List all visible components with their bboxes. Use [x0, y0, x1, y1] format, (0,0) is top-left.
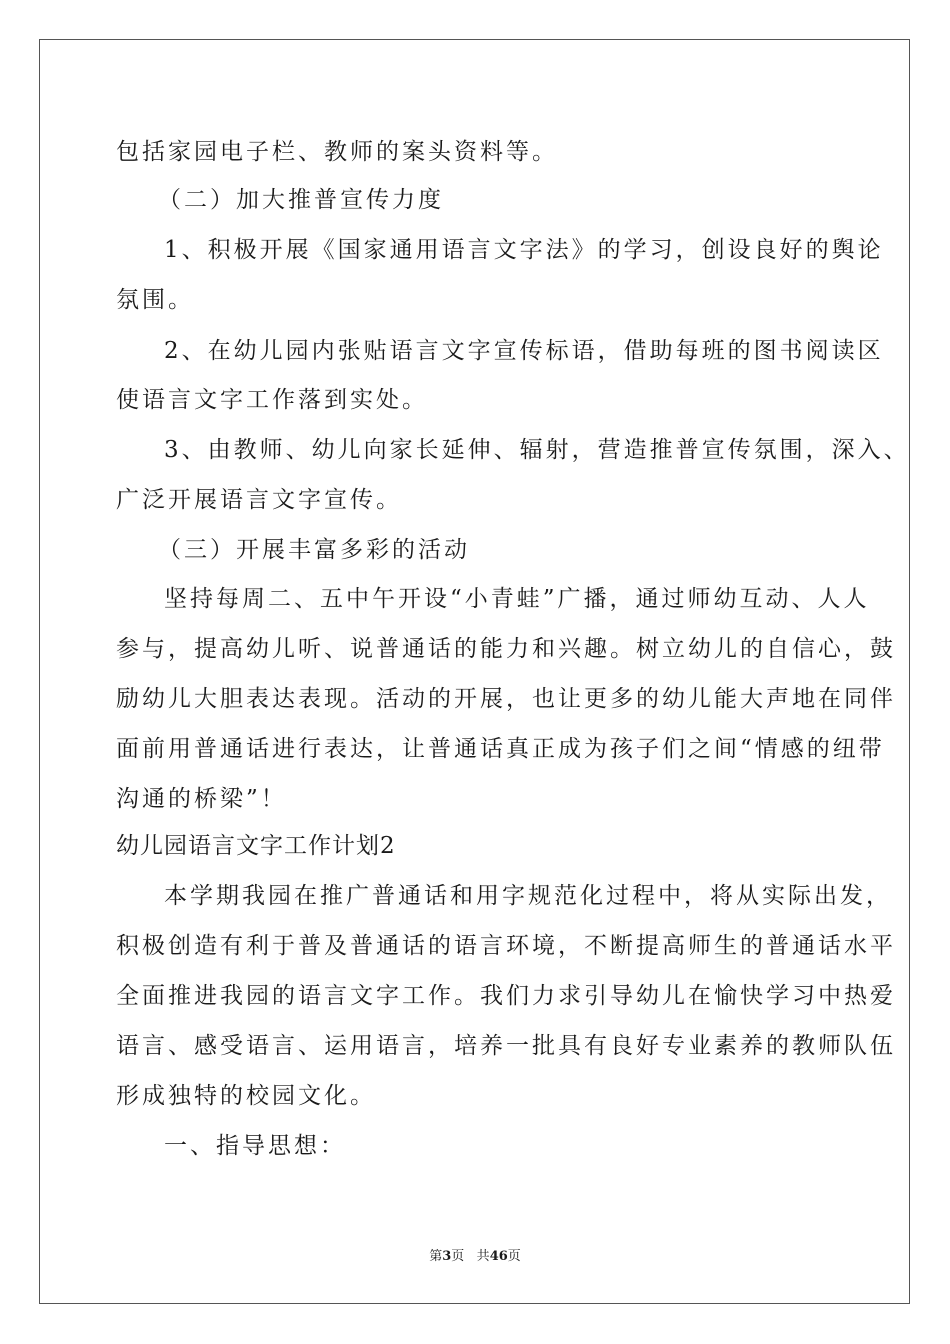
page-border	[39, 39, 910, 1304]
text-line: 语言、感受语言、运用语言，培养一批具有良好专业素养的教师队伍	[116, 1033, 896, 1059]
page-number: 3	[442, 1249, 452, 1264]
text-line: 1、积极开展《国家通用语言文字法》的学习，创设良好的舆论	[164, 237, 884, 263]
text-line: 全面推进我园的语言文字工作。我们力求引导幼儿在愉快学习中热爱	[116, 983, 896, 1009]
document-title: 幼儿园语言文字工作计划2	[116, 833, 396, 859]
text-line: 坚持每周二、五中午开设“小青蛙”广播，通过师幼互动、人人	[164, 586, 870, 612]
total-suffix: 页	[507, 1249, 521, 1264]
text-line: 广泛开展语言文字宣传。	[116, 487, 402, 513]
text-line: 氛围。	[116, 287, 194, 313]
text-line: 形成独特的校园文化。	[116, 1083, 376, 1109]
text-line: 励幼儿大胆表达表现。活动的开展，也让更多的幼儿能大声地在同伴	[116, 686, 896, 712]
text-line: 本学期我园在推广普通话和用字规范化过程中，将从实际出发，	[164, 883, 892, 909]
section-heading: （二）加大推普宣传力度	[158, 187, 444, 213]
page-suffix: 页	[451, 1249, 465, 1264]
text-line: 3、由教师、幼儿向家长延伸、辐射，营造推普宣传氛围，深入、	[164, 437, 910, 463]
text-line: 沟通的桥梁”！	[116, 786, 287, 812]
text-line: 2、在幼儿园内张贴语言文字宣传标语，借助每班的图书阅读区	[164, 338, 884, 364]
total-pages: 46	[489, 1249, 508, 1264]
text-line: 参与，提高幼儿听、说普通话的能力和兴趣。树立幼儿的自信心，鼓	[116, 636, 896, 662]
text-line: 积极创造有利于普及普通话的语言环境，不断提高师生的普通话水平	[116, 933, 896, 959]
section-heading: （三）开展丰富多彩的活动	[158, 537, 470, 563]
section-heading: 一、指导思想：	[164, 1133, 346, 1159]
text-line: 包括家园电子栏、教师的案头资料等。	[116, 139, 558, 165]
text-line: 面前用普通话进行表达，让普通话真正成为孩子们之间“情感的纽带	[116, 736, 885, 762]
page-prefix: 第	[429, 1249, 443, 1264]
text-line: 使语言文字工作落到实处。	[116, 387, 428, 413]
total-prefix: 共	[476, 1249, 490, 1264]
page-footer	[0, 1249, 950, 1265]
